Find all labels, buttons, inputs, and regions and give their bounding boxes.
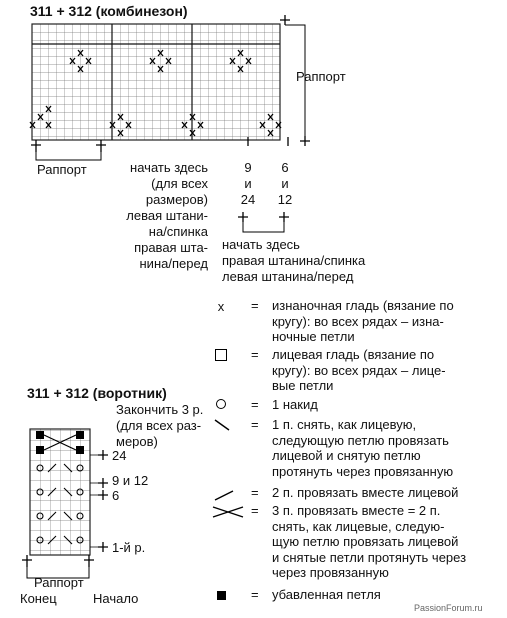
size-value: 24: [240, 192, 256, 207]
legend-line: щую петлю провязать лицевой: [272, 534, 459, 549]
watermark: PassionForum.ru: [414, 603, 483, 613]
filled-square-icon: [213, 589, 229, 603]
start-here-block-2: [222, 237, 365, 285]
legend-equals: =: [251, 485, 259, 500]
legend-line: протянуть через провязанную: [272, 463, 454, 479]
row-label-6: 6: [112, 488, 120, 503]
size-value: 9: [244, 160, 252, 175]
legend-line: ночные петли: [272, 329, 355, 344]
chart1-title: 311 + 312 (комбинезон): [30, 3, 188, 19]
start-line-2: начать здесь: [222, 237, 300, 252]
legend-line: 3 п. провязать вместе = 2 п.: [272, 503, 441, 518]
legend-line: 1 накид: [272, 397, 318, 412]
start-line: (для всех: [151, 176, 208, 191]
start-line-2: правая штанина/спинка: [222, 253, 366, 268]
legend-item-bind-off: [272, 587, 412, 603]
row-label-9-12: 9 и 12: [112, 473, 149, 488]
legend-line: лицевая гладь (вязание по: [272, 347, 435, 362]
begin-label: Начало: [93, 591, 139, 606]
double-decrease-icon: [211, 504, 245, 520]
empty-square-icon: [213, 348, 229, 362]
left-slant-icon: [213, 418, 231, 432]
legend-item-purl: [272, 298, 502, 345]
right-slant-icon: [213, 488, 235, 502]
legend-item-yo: [272, 397, 502, 413]
legend-line: 2 п. провязать вместе лицевой: [272, 485, 459, 500]
legend-line: и снятые петли протянуть через: [272, 549, 467, 565]
legend-line: кругу): во всех рядах – изна-: [272, 313, 444, 329]
chart2-grid: [0, 420, 210, 618]
legend-line: изнаночная гладь (вязание по: [272, 298, 454, 313]
start-line-2: левая штанина/перед: [222, 269, 354, 284]
start-line: размеров): [145, 192, 208, 207]
legend-line: кругу): во всех рядах – лице-: [272, 362, 446, 378]
rapport-label-2: Раппорт: [34, 575, 84, 590]
legend-equals: =: [251, 587, 259, 602]
legend-line: через провязанную: [272, 565, 389, 580]
legend-line: следующую петлю провязать: [272, 432, 449, 448]
size-value: 12: [277, 192, 293, 207]
chart2-title: 311 + 312 (воротник): [27, 385, 167, 401]
start-line: на/спинка: [148, 224, 208, 239]
legend-item-sk2p: [272, 503, 502, 581]
start-line: начать здесь: [130, 160, 208, 175]
legend-line: снять, как лицевые, следую-: [272, 518, 445, 534]
legend-equals: =: [251, 347, 259, 362]
legend-line: 1 п. снять, как лицевую,: [272, 417, 417, 432]
start-line: правая шта-: [134, 240, 208, 255]
row-label-24: 24: [112, 448, 127, 463]
size-col-2: [273, 160, 297, 208]
size-col-1: [236, 160, 260, 208]
start-line: нина/перед: [139, 256, 208, 271]
finish-line: (для всех раз-: [116, 418, 202, 433]
legend-equals: =: [251, 397, 259, 412]
size-value: 6: [281, 160, 289, 175]
legend-item-k2tog: [272, 485, 502, 501]
finish-line: Закончить 3 р.: [116, 402, 204, 417]
legend-item-knit: [272, 347, 502, 394]
legend-equals: =: [251, 417, 259, 432]
row-label-1: 1-й р.: [112, 540, 146, 555]
legend-equals: =: [251, 503, 259, 518]
start-line: левая штани-: [126, 208, 208, 223]
size-value: и: [244, 176, 252, 191]
cross-icon: x: [217, 299, 225, 314]
size-value: и: [281, 176, 289, 191]
legend-line: лицевой и снятую петлю: [272, 448, 421, 463]
finish-line: меров): [116, 434, 158, 449]
start-here-block: [100, 160, 208, 272]
rapport-right-label: Раппорт: [296, 69, 346, 84]
legend-item-ssk: [272, 417, 502, 479]
rapport-bottom-label: Раппорт: [37, 162, 87, 177]
legend-line: вые петли: [272, 378, 334, 393]
end-label: Конец: [20, 591, 57, 606]
legend-equals: =: [251, 298, 259, 313]
circle-icon: [213, 397, 229, 411]
legend-line: убавленная петля: [272, 587, 381, 602]
